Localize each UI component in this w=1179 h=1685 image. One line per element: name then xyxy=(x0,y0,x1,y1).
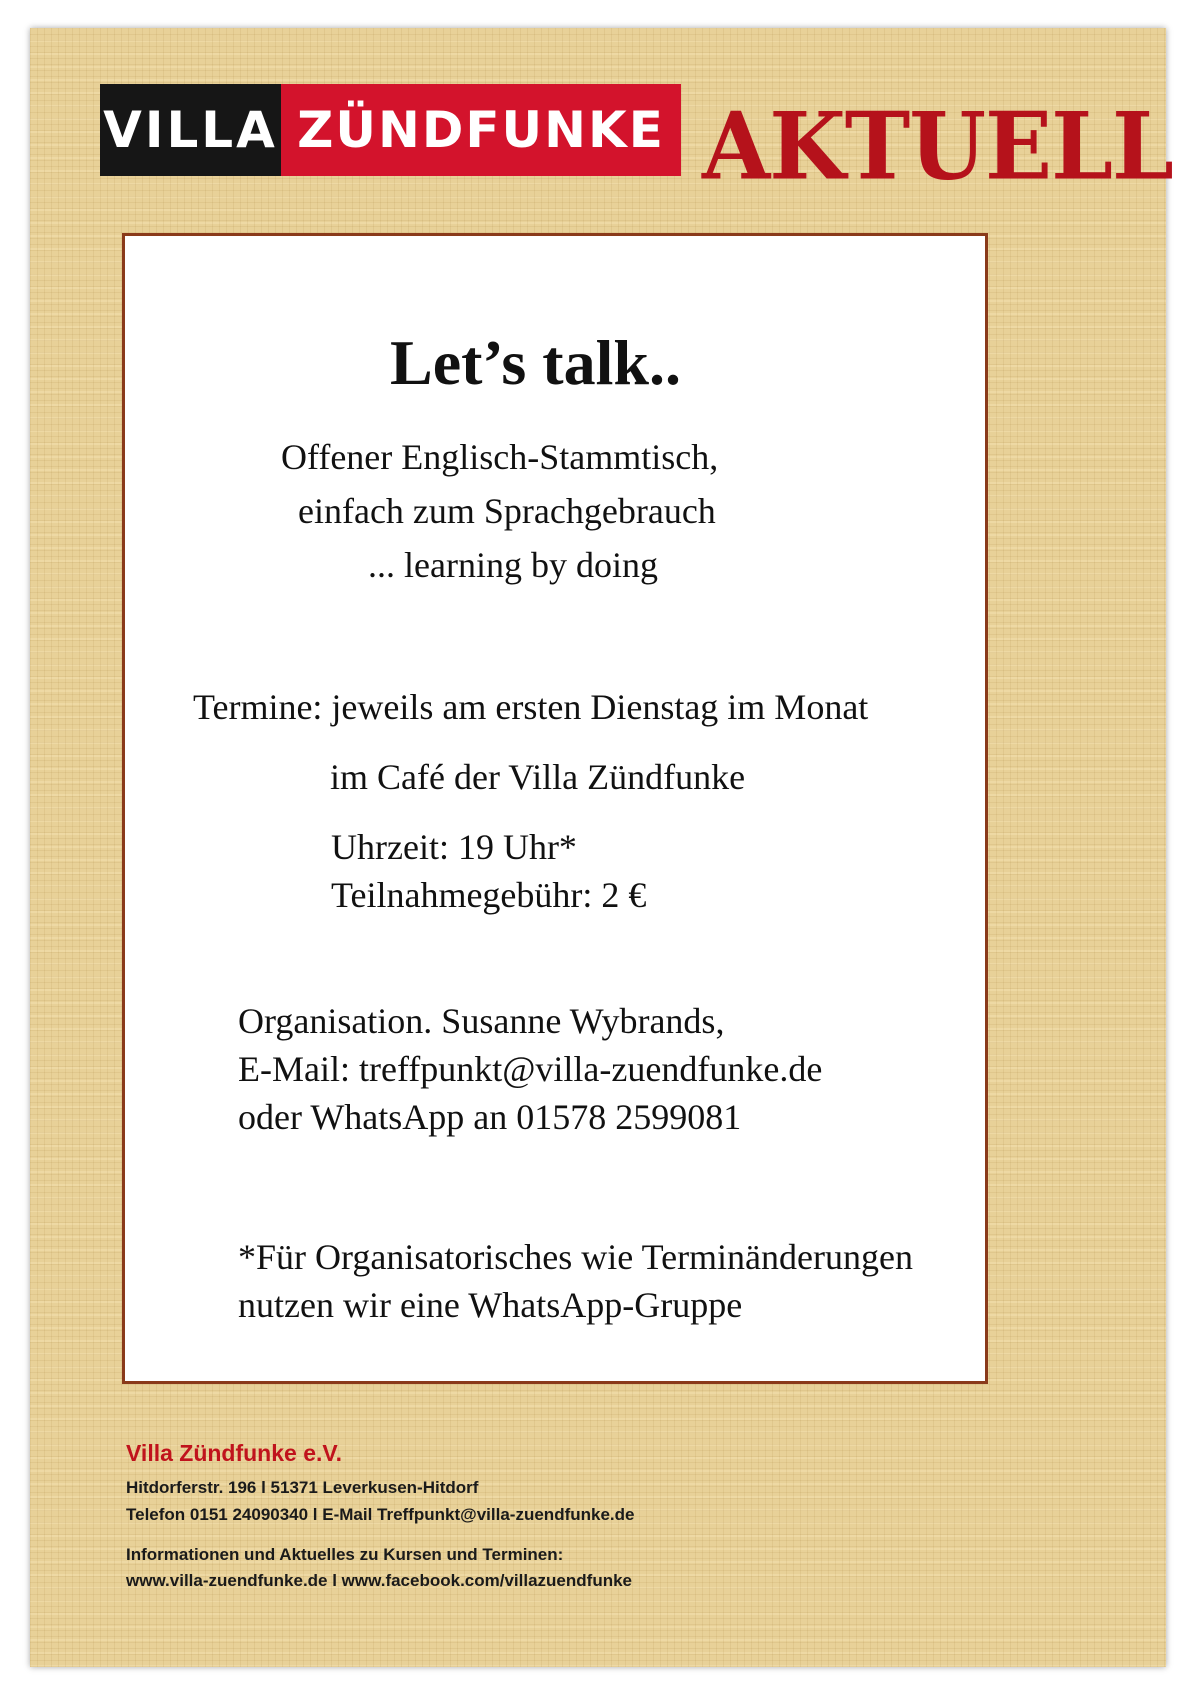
content-card xyxy=(122,233,988,1384)
organisation-email: E-Mail: treffpunkt@villa-zuendfunke.de xyxy=(238,1049,823,1089)
villa-zundfunke-logo xyxy=(100,84,681,176)
footer-web-links: www.villa-zuendfunke.de l www.facebook.com/villazuendfunke xyxy=(126,1571,632,1590)
uhrzeit-text: Uhrzeit: 19 Uhr* xyxy=(331,827,577,867)
intro-line-3: ... learning by doing xyxy=(368,545,658,585)
ort-text: im Café der Villa Zündfunke xyxy=(330,757,746,797)
intro-line-2: einfach zum Sprachgebrauch xyxy=(298,491,716,531)
logo-zundfunke-block: ZÜNDFUNKE xyxy=(281,84,681,176)
hinweis-line-2: nutzen wir eine WhatsApp-Gruppe xyxy=(238,1285,743,1325)
footer-title: Villa Zündfunke e.V. xyxy=(126,1440,343,1466)
intro-line-1: Offener Englisch-Stammtisch, xyxy=(281,437,719,477)
gebuehr-text: Teilnahmegebühr: 2 € xyxy=(331,875,647,915)
footer-address: Hitdorferstr. 196 l 51371 Leverkusen-Hitdorf xyxy=(126,1478,479,1497)
page-title: Let’s talk.. xyxy=(390,327,681,398)
footer-info: Informationen und Aktuelles zu Kursen und Terminen: xyxy=(126,1545,564,1564)
organisation-line-1: Organisation. Susanne Wybrands, xyxy=(238,1001,725,1041)
aktuell-title: AKTUELL xyxy=(702,91,1173,201)
footer-contact: Telefon 0151 24090340 l E-Mail Treffpunkt@villa-zuendfunke.de xyxy=(126,1505,635,1524)
logo-villa-block: VILLA xyxy=(100,84,281,176)
hinweis-line-1: *Für Organisatorisches wie Terminänderungen xyxy=(238,1237,913,1277)
organisation-whatsapp: oder WhatsApp an 01578 2599081 xyxy=(238,1097,742,1137)
termine-text: Termine: jeweils am ersten Dienstag im Monat xyxy=(193,687,869,727)
